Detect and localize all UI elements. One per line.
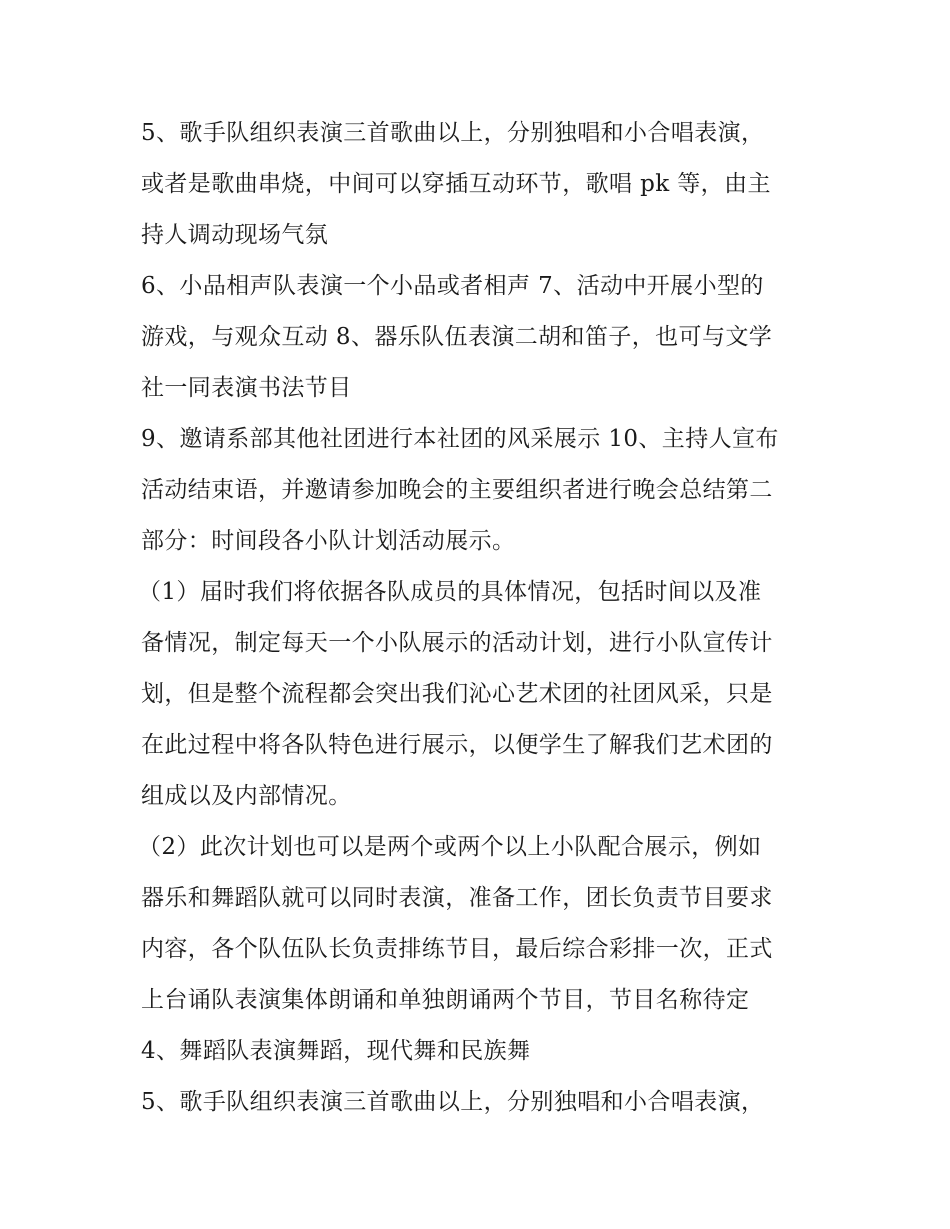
text-line: 6、小品相声队表演一个小品或者相声 7、活动中开展小型的 [141,273,764,299]
text-line: 器乐和舞蹈队就可以同时表演，准备工作，团长负责节目要求 [141,885,773,911]
text-line: 社一同表演书法节目 [141,375,352,401]
text-line: 划，但是整个流程都会突出我们沁心艺术团的社团风采，只是 [141,681,773,707]
text-line: 9、邀请系部其他社团进行本社团的风采展示 10、主持人宣布 [141,426,779,452]
text-line: 持人调动现场气氛 [141,222,329,248]
text-line: 在此过程中将各队特色进行展示，以便学生了解我们艺术团的 [141,732,773,758]
text-line: 上台诵队表演集体朗诵和单独朗诵两个节目，节目名称待定 [141,987,750,1013]
text-line: 或者是歌曲串烧，中间可以穿插互动环节，歌唱 pk 等，由主 [141,171,771,197]
text-line: 备情况，制定每天一个小队展示的活动计划，进行小队宣传计 [141,630,773,656]
text-line: 游戏，与观众互动 8、器乐队伍表演二胡和笛子，也可与文学 [141,324,773,350]
text-line: 活动结束语，并邀请参加晚会的主要组织者进行晚会总结第二 [141,477,773,503]
text-line: 5、歌手队组织表演三首歌曲以上，分别独唱和小合唱表演， [141,1089,765,1115]
text-line: 部分：时间段各小队计划活动展示。 [141,528,516,554]
text-line: （2）此次计划也可以是两个或两个以上小队配合展示，例如 [138,834,762,860]
text-line: 4、舞蹈队表演舞蹈，现代舞和民族舞 [141,1038,531,1064]
text-line: （1）届时我们将依据各队成员的具体情况，包括时间以及准 [138,579,762,605]
document-body [138,108,821,1128]
text-line: 内容，各个队伍队长负责排练节目，最后综合彩排一次，正式 [141,936,773,962]
text-line: 组成以及内部情况。 [141,783,352,809]
text-line: 5、歌手队组织表演三首歌曲以上，分别独唱和小合唱表演， [141,120,765,146]
